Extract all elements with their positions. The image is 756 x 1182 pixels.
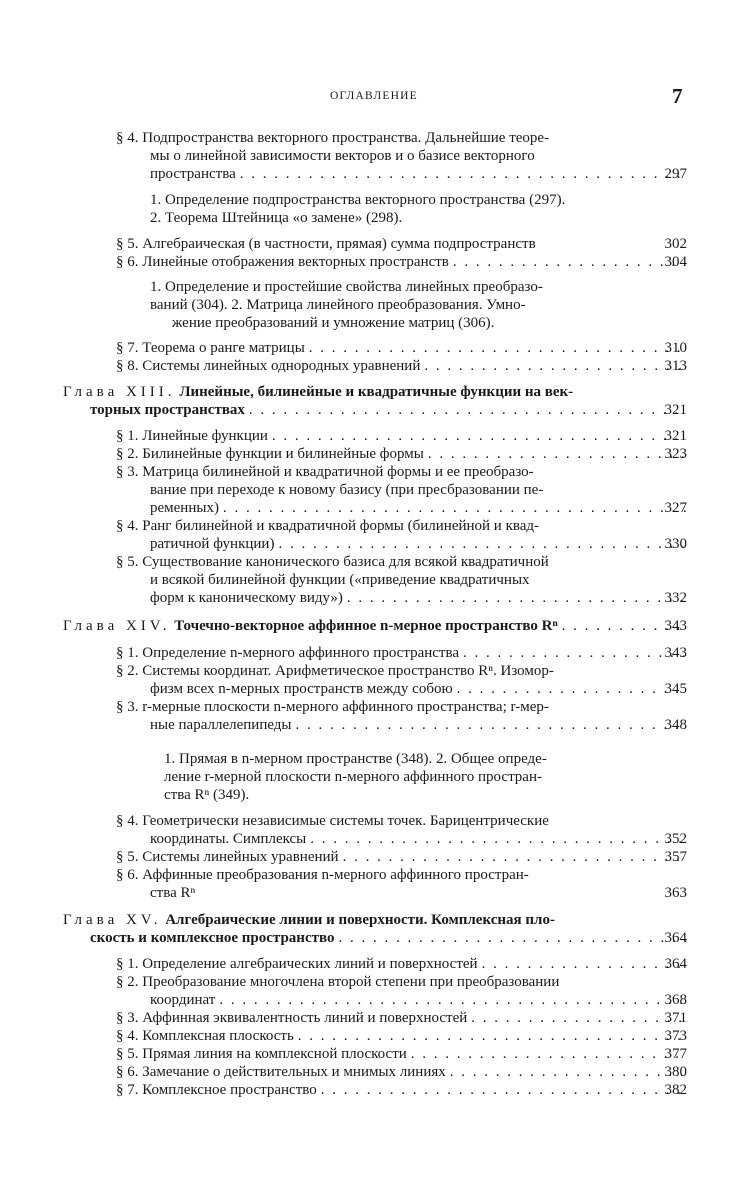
page-ref: 382 xyxy=(664,1082,687,1098)
subsection-line: ваний (304). 2. Матрица линейного преобразования. Умно- xyxy=(150,297,526,313)
toc-entry[interactable]: § 1. Определение алгебраических линий и поверхностей . . . 364 xyxy=(116,955,687,973)
page-ref: 321 xyxy=(664,428,687,444)
toc-line: § 5. Существование канонического базиса для всякой квадратичной xyxy=(116,554,549,570)
toc-entry[interactable]: координат . . . 368 xyxy=(150,991,687,1009)
subsection-line: ление r-мерной плоскости n-мерного аффинного простран- xyxy=(164,769,542,785)
toc-entry[interactable]: § 6. Замечание о действительных и мнимых линиях . . . 380 xyxy=(116,1063,687,1081)
page-ref: 321 xyxy=(664,402,687,418)
page-ref: 302 xyxy=(664,236,687,252)
toc-line: вание при переходе к новому базису (при пресбразовании пе- xyxy=(150,482,544,498)
toc-line: и всякой билинейной функции («приведение квадратичных xyxy=(150,572,530,588)
chapter-heading: Глава XV. Алгебраические линии и поверхности. Комплексная пло- xyxy=(63,912,555,928)
toc-line: § 2. Системы координат. Арифметическое пространство Rⁿ. Изомор- xyxy=(116,663,554,679)
toc-entry[interactable]: ства Rⁿ 363 xyxy=(150,885,687,901)
subsection-line: 1. Определение подпространства векторного пространства (297). xyxy=(150,192,566,208)
page-ref: 327 xyxy=(664,500,687,516)
toc-entry[interactable]: § 5. Прямая линия на комплексной плоскости . . . 377 xyxy=(116,1045,687,1063)
toc-line: § 4. Ранг билинейной и квадратичной формы (билинейной и квад- xyxy=(116,518,540,534)
toc-entry[interactable]: § 1. Линейные функции . . . 321 xyxy=(116,427,687,445)
toc-line: § 2. Преобразование многочлена второй степени при преобразовании xyxy=(116,974,560,990)
toc-entry[interactable]: ременных) . . . 327 xyxy=(150,499,687,517)
toc-entry[interactable]: ные параллелепипеды . . . 348 xyxy=(150,716,687,734)
toc-line: § 4. Геометрически независимые системы точек. Барицентрические xyxy=(116,813,549,829)
page-ref: 380 xyxy=(664,1064,687,1080)
page-ref: 343 xyxy=(664,645,687,661)
subsection-line: 1. Прямая в n-мерном пространстве (348). 2. Общее опреде- xyxy=(164,751,547,767)
page-ref: 364 xyxy=(664,956,687,972)
page-ref: 313 xyxy=(664,358,687,374)
toc-line: § 3. Матрица билинейной и квадратичной формы и ее преобразо- xyxy=(116,464,534,480)
toc-entry[interactable]: § 7. Теорема о ранге матрицы . . . 310 xyxy=(116,339,687,357)
toc-entry[interactable]: § 5. Алгебраическая (в частности, прямая) сумма подпространств 302 xyxy=(116,236,687,252)
toc-line: § 3. r-мерные плоскости n-мерного аффинного пространства; r-мер- xyxy=(116,699,549,715)
page-ref: 371 xyxy=(664,1010,687,1026)
chapter-heading: Глава XIII. Линейные, билинейные и квадратичные функции на век- xyxy=(63,384,574,400)
subsection-line: 2. Теорема Штейница «о замене» (298). xyxy=(150,210,403,226)
page-ref: 352 xyxy=(664,831,687,847)
toc-entry[interactable]: § 6. Линейные отображения векторных пространств . . . 304 xyxy=(116,253,687,271)
toc-entry[interactable]: § 4. Комплексная плоскость . . . 373 xyxy=(116,1027,687,1045)
page-ref: 368 xyxy=(664,992,687,1008)
chapter-entry[interactable]: торных пространствах . . . 321 xyxy=(90,401,687,419)
page-ref: 304 xyxy=(664,254,687,270)
toc-entry[interactable]: § 2. Билинейные функции и билинейные формы . . . 323 xyxy=(116,445,687,463)
page-ref: 377 xyxy=(664,1046,687,1062)
chapter-entry[interactable]: Глава XIV. Точечно-векторное аффинное n-мерное пространство Rⁿ . . . 343 xyxy=(63,617,687,635)
page-ref: 323 xyxy=(664,446,687,462)
toc-entry[interactable]: ратичной функции) . . . 330 xyxy=(150,535,687,553)
page-number: 7 xyxy=(672,84,683,108)
page-ref: 363 xyxy=(664,885,687,901)
toc-line: § 6. Аффинные преобразования n-мерного аффинного простран- xyxy=(116,867,529,883)
running-header: ОГЛАВЛЕНИЕ xyxy=(330,90,418,102)
page-ref: 332 xyxy=(664,590,687,606)
toc-line: § 4. Подпространства векторного пространства. Дальнейшие теоре- xyxy=(116,130,550,146)
toc-entry[interactable]: § 1. Определение n-мерного аффинного пространства . . . 343 xyxy=(116,644,687,662)
subsection-line: ства Rⁿ (349). xyxy=(164,787,250,803)
subsection-line: жение преобразований и умножение матриц (306). xyxy=(172,315,495,331)
page-ref: 330 xyxy=(664,536,687,552)
subsection-line: 1. Определение и простейшие свойства линейных преобразо- xyxy=(150,279,543,295)
toc-entry[interactable]: § 7. Комплексное пространство . . . 382 xyxy=(116,1081,687,1099)
toc-line: мы о линейной зависимости векторов и о базисе векторного xyxy=(150,148,535,164)
toc-entry[interactable]: форм к каноническому виду») . . . 332 xyxy=(150,589,687,607)
page-ref: 297 xyxy=(664,166,687,182)
page-ref: 373 xyxy=(664,1028,687,1044)
page-ref: 310 xyxy=(664,340,687,356)
toc-entry[interactable]: физм всех n-мерных пространств между собою . . . 345 xyxy=(150,680,687,698)
toc-entry[interactable]: § 5. Системы линейных уравнений . . . 357 xyxy=(116,848,687,866)
toc-entry[interactable]: координаты. Симплексы . . . 352 xyxy=(150,830,687,848)
toc-entry[interactable]: § 3. Аффинная эквивалентность линий и поверхностей . . . 371 xyxy=(116,1009,687,1027)
chapter-entry[interactable]: скость и комплексное пространство . . . 364 xyxy=(90,929,687,947)
toc-entry[interactable]: § 8. Системы линейных однородных уравнений . . . 313 xyxy=(116,357,687,375)
page-ref: 364 xyxy=(664,930,687,946)
page-ref: 357 xyxy=(664,849,687,865)
page-ref: 348 xyxy=(664,717,687,733)
toc-entry[interactable]: пространства . . . 297 xyxy=(150,165,687,183)
page-ref: 345 xyxy=(664,681,687,697)
page-ref: 343 xyxy=(664,618,687,634)
